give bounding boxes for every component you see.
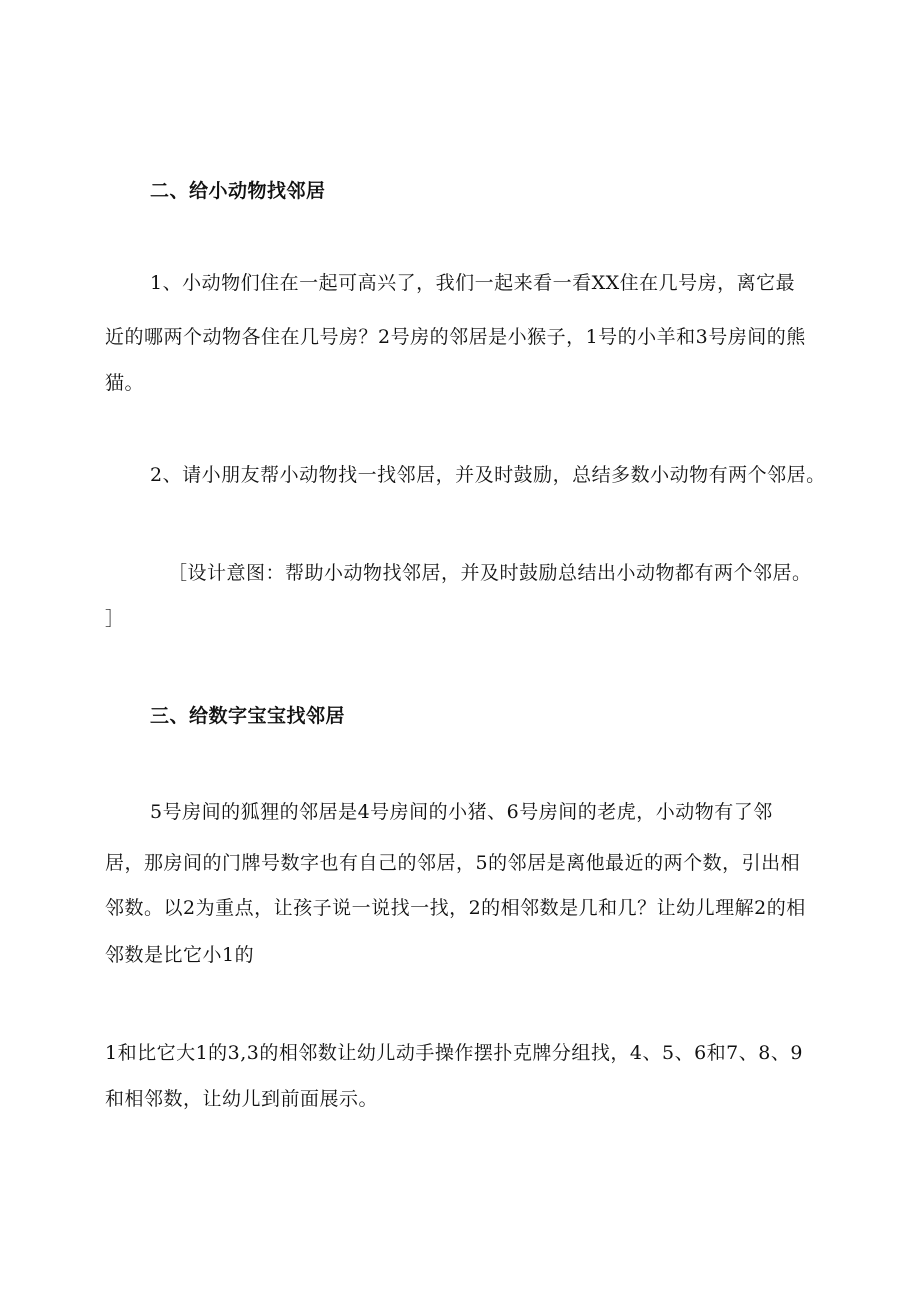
paragraph-line: 邻数是比它小1的	[105, 944, 255, 966]
paragraph-line: 邻数。以2为重点，让孩子说一说找一找，2的相邻数是几和几？让幼儿理解2的相	[105, 897, 806, 919]
paragraph-line: 5号房间的狐狸的邻居是4号房间的小猪、6号房间的老虎，小动物有了邻	[150, 801, 773, 823]
paragraph-line: 1、小动物们住在一起可高兴了，我们一起来看一看XX住在几号房，离它最	[150, 272, 796, 294]
design-note-line: ［设计意图：帮助小动物找邻居，并及时鼓励总结出小动物都有两个邻居。	[168, 562, 812, 584]
paragraph-line: 猫。	[105, 372, 145, 394]
section-heading: 二、给小动物找邻居	[150, 180, 326, 202]
paragraph-line: 1和比它大1的3,3的相邻数让幼儿动手操作摆扑克牌分组找，4、5、6和7、8、9	[105, 1042, 803, 1064]
paragraph-line: 和相邻数，让幼儿到前面展示。	[105, 1088, 379, 1110]
design-note-line: ］	[105, 608, 125, 630]
paragraph-line: 居，那房间的门牌号数字也有自己的邻居，5的邻居是离他最近的两个数，引出相	[105, 852, 801, 874]
section-heading: 三、给数字宝宝找邻居	[150, 705, 346, 727]
paragraph-line: 近的哪两个动物各住在几号房？2号房的邻居是小猴子，1号的小羊和3号房间的熊	[105, 326, 806, 348]
paragraph-line: 2、请小朋友帮小动物找一找邻居，并及时鼓励，总结多数小动物有两个邻居。	[150, 464, 826, 486]
